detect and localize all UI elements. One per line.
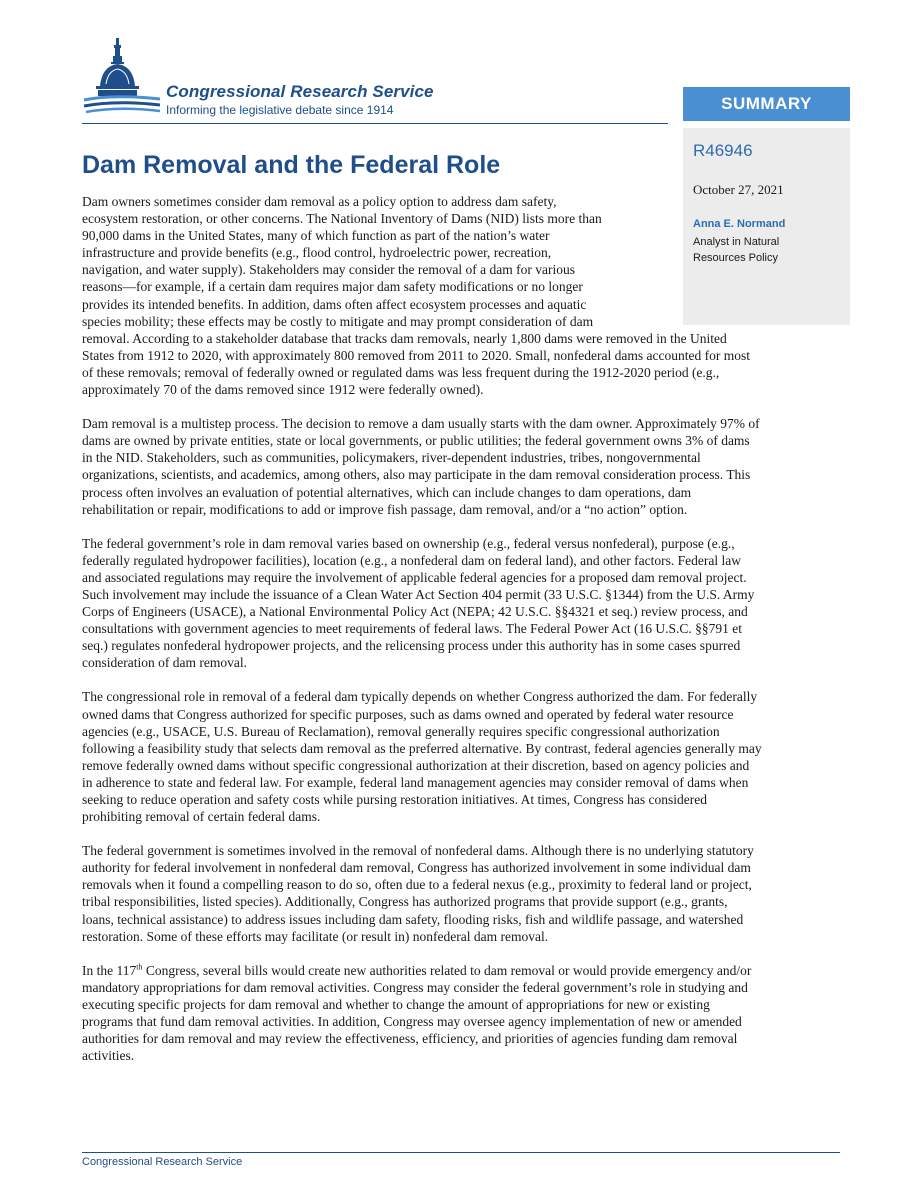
summary-paragraph xyxy=(82,535,842,672)
author-title-line: Resources Policy xyxy=(693,252,778,264)
paragraph-line: mandatory appropriations for dam removal activities. Congress may consider the federal government’s role in studying and xyxy=(82,979,748,995)
paragraph-line: consultations with government agencies to meet requirements of federal laws. The Federal Power Act (16 U.S.C. §§791 et xyxy=(82,621,742,637)
paragraph-line xyxy=(82,962,842,979)
paragraph-line: navigation, and water supply). Stakeholders may consider the removal of a dam for various xyxy=(82,262,575,278)
summary-paragraph xyxy=(82,962,842,1065)
author-name: Anna E. Normand xyxy=(693,218,786,230)
paragraph-line: ecosystem restoration, or other concerns. The National Inventory of Dams (NID) lists more than xyxy=(82,211,602,227)
summary-paragraph xyxy=(82,415,842,518)
paragraph-line: in the NID. Stakeholders, such as communities, policymakers, river-dependent industries, tribes, nongovernmental xyxy=(82,450,701,466)
paragraph-line: executing specific projects for dam removal and whether to change the amount of appropriations for new or existing xyxy=(82,996,710,1012)
paragraph-line: following a feasibility study that selects dam removal as the preferred alternative. By contrast, federal agencies generally may xyxy=(82,740,762,756)
paragraph-line: species mobility; these effects may be costly to mitigate and may prompt consideration of dam xyxy=(82,313,594,329)
paragraph-line: seq.) regulates nonfederal hydropower projects, and the relicensing process under this authority has in some cases spurred xyxy=(82,638,741,654)
summary-tab: SUMMARY xyxy=(683,87,850,121)
paragraph-line: approximately 70 of the dams removed since 1912 were federally owned). xyxy=(82,382,484,398)
summary-body xyxy=(82,193,842,1081)
paragraph-line: removal. According to a stakeholder database that tracks dam removals, nearly 1,800 dams were removed in the United xyxy=(82,330,727,346)
header-divider xyxy=(82,123,668,124)
paragraph-line: reasons—for example, if a certain dam requires major dam safety modifications or no longer xyxy=(82,279,583,295)
paragraph-line: Dam owners sometimes consider dam removal as a policy option to address dam safety, xyxy=(82,194,557,209)
capitol-dome-icon xyxy=(82,36,162,120)
paragraph-line: States from 1912 to 2020, with approximately 800 removed from 2011 to 2020. Small, nonfederal dams accounted for most xyxy=(82,347,750,363)
summary-paragraph xyxy=(82,688,842,825)
footer-text: Congressional Research Service xyxy=(82,1156,243,1168)
paragraph-line: provides its intended benefits. In addition, dams often affect ecosystem processes and aquatic xyxy=(82,296,587,312)
paragraph-line: 90,000 dams in the United States, many of which function as part of the nation’s water xyxy=(82,228,550,244)
summary-paragraph xyxy=(82,193,842,398)
summary-paragraph xyxy=(82,842,842,945)
paragraph-line: authority for federal involvement in nonfederal dam removal, Congress has authorized involvement in some individual dam xyxy=(82,860,751,876)
author-title-line: Analyst in Natural xyxy=(693,236,780,248)
paragraph-line: organizations, scientists, and academics, among others, also may participate in the dam removal consideration process. This xyxy=(82,467,751,483)
paragraph-line: agencies (e.g., USACE, U.S. Bureau of Reclamation), removal generally requires specific congressional authorization xyxy=(82,723,720,739)
brand-name: Congressional Research Service xyxy=(166,82,434,101)
paragraph-line: authorities for dam removal and may review the effectiveness, efficiency, and priorities of agencies funding dam removal xyxy=(82,1031,738,1047)
paragraph-line: in adherence to state and federal law. For example, federal land management agencies may consider removal of dams when xyxy=(82,774,749,790)
paragraph-line: federally regulated hydropower facilities), location (e.g., a nonfederal dam on federal land), and other factors. Federal law xyxy=(82,552,741,568)
paragraph-line: remove federally owned dams without specific congressional authorization at their discretion, based on agency policies and xyxy=(82,757,750,773)
paragraph-line: of these removals; removal of federally owned or regulated dams was less frequent during the 1912-2020 period (e.g., xyxy=(82,364,720,380)
paragraph-line: activities. xyxy=(82,1048,135,1064)
paragraph-line: removals when it found a compelling reason to do so, often due to a federal nexus (e.g., proximity to federal land or project, xyxy=(82,877,752,893)
paragraph-line: restoration. Some of these efforts may facilitate (or result in) nonfederal dam removal. xyxy=(82,928,549,944)
line-segment: In the 117 xyxy=(82,962,137,978)
paragraph-line: programs that fund dam removal activities. In addition, Congress may oversee agency implementation of new or amended xyxy=(82,1014,742,1030)
paragraph-line: The congressional role in removal of a federal dam typically depends on whether Congress authorized the dam. For federally xyxy=(82,689,758,705)
paragraph-line: Dam removal is a multistep process. The decision to remove a dam usually starts with the dam owner. Approximately 97% of xyxy=(82,416,760,432)
paragraph-line: consideration of dam removal. xyxy=(82,655,247,671)
report-date: October 27, 2021 xyxy=(693,182,784,197)
paragraph-line: Such involvement may include the issuance of a Clean Water Act Section 404 permit (33 U.S.C. §1344) from the U.S. Army xyxy=(82,586,755,602)
document-title: Dam Removal and the Federal Role xyxy=(82,151,501,179)
paragraph-line: rehabilitation or repair, modifications to add or improve fish passage, dam removal, and/or a “no action” option. xyxy=(82,501,688,517)
paragraph-line: process often involves an evaluation of potential alternatives, which can include changes to dam operations, dam xyxy=(82,484,692,500)
paragraph-line: and associated regulations may require the involvement of applicable federal agencies for a proposed dam removal project. xyxy=(82,569,747,585)
paragraph-line: loans, technical assistance) to address issues including dam safety, flooding risks, fish and wildlife passage, and watershed xyxy=(82,911,744,927)
footer-divider xyxy=(82,1152,840,1153)
report-number: R46946 xyxy=(693,141,753,160)
paragraph-line: dams are owned by private entities, state or local governments, or public utilities; the federal government owns 3% of dams xyxy=(82,433,750,449)
paragraph-line: Corps of Engineers (USACE), a National Environmental Policy Act (NEPA; 42 U.S.C. §§4321 et seq.) review process, and xyxy=(82,604,748,620)
paragraph-line: tribal responsibilities, listed species). Additionally, Congress has authorized programs that provide support (e.g., grants, xyxy=(82,894,728,910)
brand-tagline: Informing the legislative debate since 1914 xyxy=(166,103,394,117)
paragraph-line: prohibiting removal of certain federal dams. xyxy=(82,809,321,825)
paragraph-line: seeking to reduce operation and safety costs while pursing restoration initiatives. At times, Congress has considered xyxy=(82,792,707,807)
crs-logo xyxy=(82,36,672,126)
paragraph-line: owned dams that Congress authorized for specific purposes, such as dams owned and operated by federal water resource xyxy=(82,706,734,722)
paragraph-line: The federal government is sometimes involved in the removal of nonfederal dams. Although there is no underlying statutory xyxy=(82,843,754,859)
ordinal-superscript: th xyxy=(136,962,143,972)
line-segment: Congress, several bills would create new authorities related to dam removal or would provide emergency and/or xyxy=(142,962,752,978)
paragraph-line: The federal government’s role in dam removal varies based on ownership (e.g., federal versus nonfederal), purpose (e.g., xyxy=(82,535,735,551)
paragraph-line: infrastructure and provide benefits (e.g., flood control, hydroelectric power, recreation, xyxy=(82,245,552,261)
